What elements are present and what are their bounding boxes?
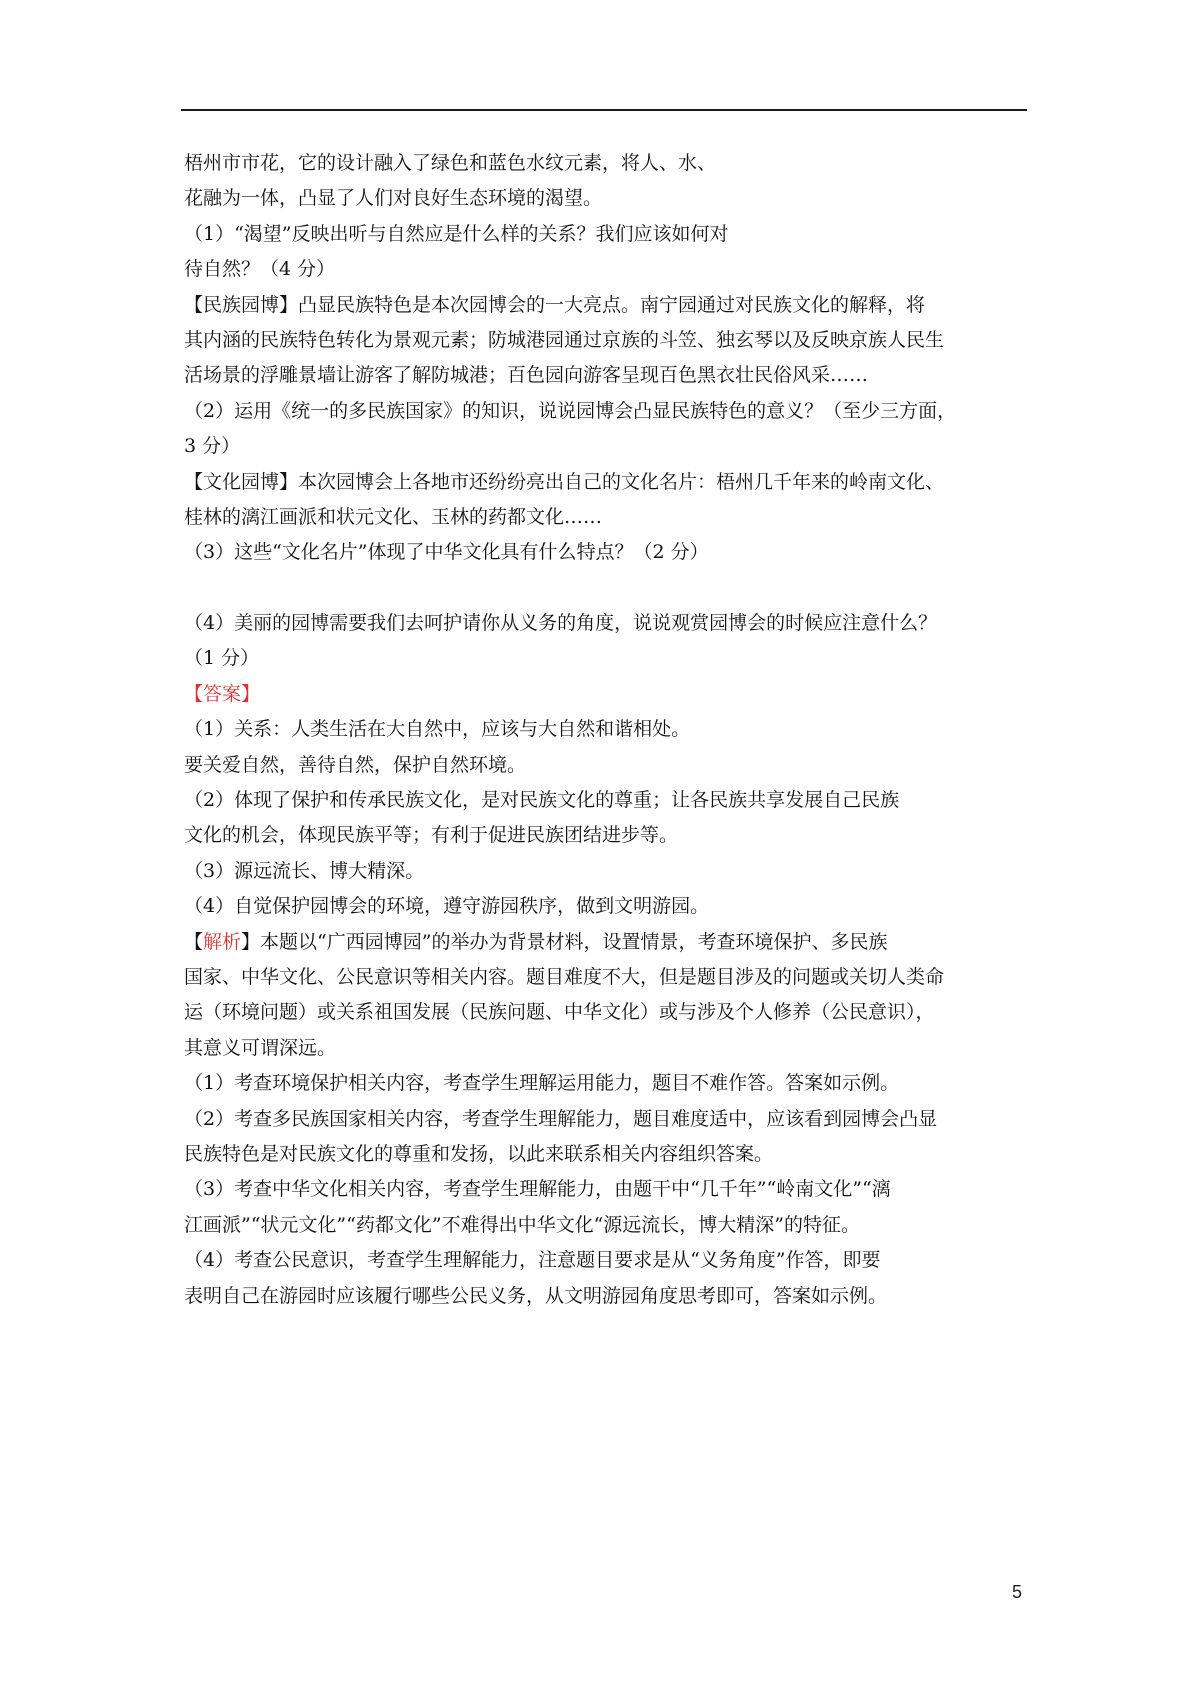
text-line: 3 分） <box>184 435 241 458</box>
analysis-line: （4）考查公民意识，考查学生理解能力，注意题目要求是从“义务角度”作答，即要 <box>184 1249 881 1272</box>
header-rule <box>181 109 1027 111</box>
page-number: 5 <box>1012 1582 1023 1602</box>
analysis-line: 表明自己在游园时应该履行哪些公民义务，从文明游园角度思考即可，答案如示例。 <box>184 1284 888 1307</box>
analysis-line: 民族特色是对民族文化的尊重和发扬，以此来联系相关内容组织答案。 <box>184 1142 774 1165</box>
answer-heading-open: 【 <box>184 682 204 705</box>
text-line: 待自然？（4 分） <box>184 258 336 281</box>
analysis-heading <box>184 925 1030 960</box>
analysis-line: （1）考查环境保护相关内容，考查学生理解运用能力，题目不难作答。答案如示例。 <box>184 1072 900 1095</box>
section-ethnic-expo: 【民族园博】凸显民族特色是本次园博会的一大亮点。南宁园通过对民族文化的解释，将 <box>184 293 926 316</box>
analysis-heading-word: 解析 <box>203 930 242 953</box>
answer-line: （4）自觉保护园博会的环境，遵守游园秩序，做到文明游园。 <box>184 895 710 918</box>
analysis-line: 江画派”“状元文化”“药都文化”不难得出中华文化“源远流长，博大精深”的特征。 <box>184 1213 860 1236</box>
answer-line: （1）关系：人类生活在大自然中，应该与大自然和谐相处。 <box>184 718 691 741</box>
analysis-first-line: 本题以“广西园博园”的举办为背景材料，设置情景，考查环境保护、多民族 <box>260 930 888 953</box>
analysis-heading-close: 】 <box>241 930 261 953</box>
analysis-line: 国家、中华文化、公民意识等相关内容。题目难度不大，但是题目涉及的问题或关切人类命 <box>184 965 945 988</box>
answer-line: 要关爱自然，善待自然，保护自然环境。 <box>184 753 527 776</box>
analysis-heading-open: 【 <box>184 930 204 953</box>
analysis-line: 其意义可谓深远。 <box>184 1036 337 1059</box>
answer-heading-close: 】 <box>241 682 261 705</box>
analysis-line: （3）考查中华文化相关内容，考查学生理解能力，由题干中“几千年”“岭南文化”“漓 <box>184 1178 891 1201</box>
answer-heading <box>184 677 1030 712</box>
section-culture-expo: 【文化园博】本次园博会上各地市还纷纷亮出自己的文化名片：梧州几千年来的岭南文化、 <box>184 470 945 493</box>
answer-line: 文化的机会，体现民族平等；有利于促进民族团结进步等。 <box>184 824 679 847</box>
document-body <box>184 146 1030 1314</box>
answer-line: （3）源远流长、博大精深。 <box>184 859 425 882</box>
question-4: （4）美丽的园博需要我们去呵护请你从义务的角度，说说观赏园博会的时候应注意什么？ <box>184 612 938 635</box>
text-line: 梧州市市花，它的设计融入了绿色和蓝色水纹元素，将人、水、 <box>184 152 717 174</box>
question-3: （3）这些“文化名片”体现了中华文化具有什么特点？（2 分） <box>184 541 709 564</box>
text-line: 其内涵的民族特色转化为景观元素；防城港园通过京族的斗笠、独玄琴以及反映京族人民生 <box>184 328 945 351</box>
text-line: 花融为一体，凸显了人们对良好生态环境的渴望。 <box>184 187 603 210</box>
analysis-line: 运（环境问题）或关系祖国发展（民族问题、中华文化）或与涉及个人修养（公民意识）， <box>184 1001 935 1024</box>
answer-heading-word: 答案 <box>203 682 242 705</box>
question-2: （2）运用《统一的多民族国家》的知识，说说园博会凸显民族特色的意义？（至少三方面， <box>184 399 957 422</box>
text-line: （1 分） <box>184 647 260 670</box>
text-line: 桂林的漓江画派和状元文化、玉林的药都文化…… <box>184 505 603 528</box>
answer-line: （2）体现了保护和传承民族文化，是对民族文化的尊重；让各民族共享发展自己民族 <box>184 789 900 812</box>
text-line: 活场景的浮雕景墙让游客了解防城港；百色园向游客呈现百色黑衣壮民俗风采…… <box>184 364 869 387</box>
analysis-line: （2）考查多民族国家相关内容，考查学生理解能力，题目难度适中，应该看到园博会凸显 <box>184 1107 938 1130</box>
question-1: （1）“渴望”反映出听与自然应是什么样的关系？我们应该如何对 <box>184 222 729 245</box>
